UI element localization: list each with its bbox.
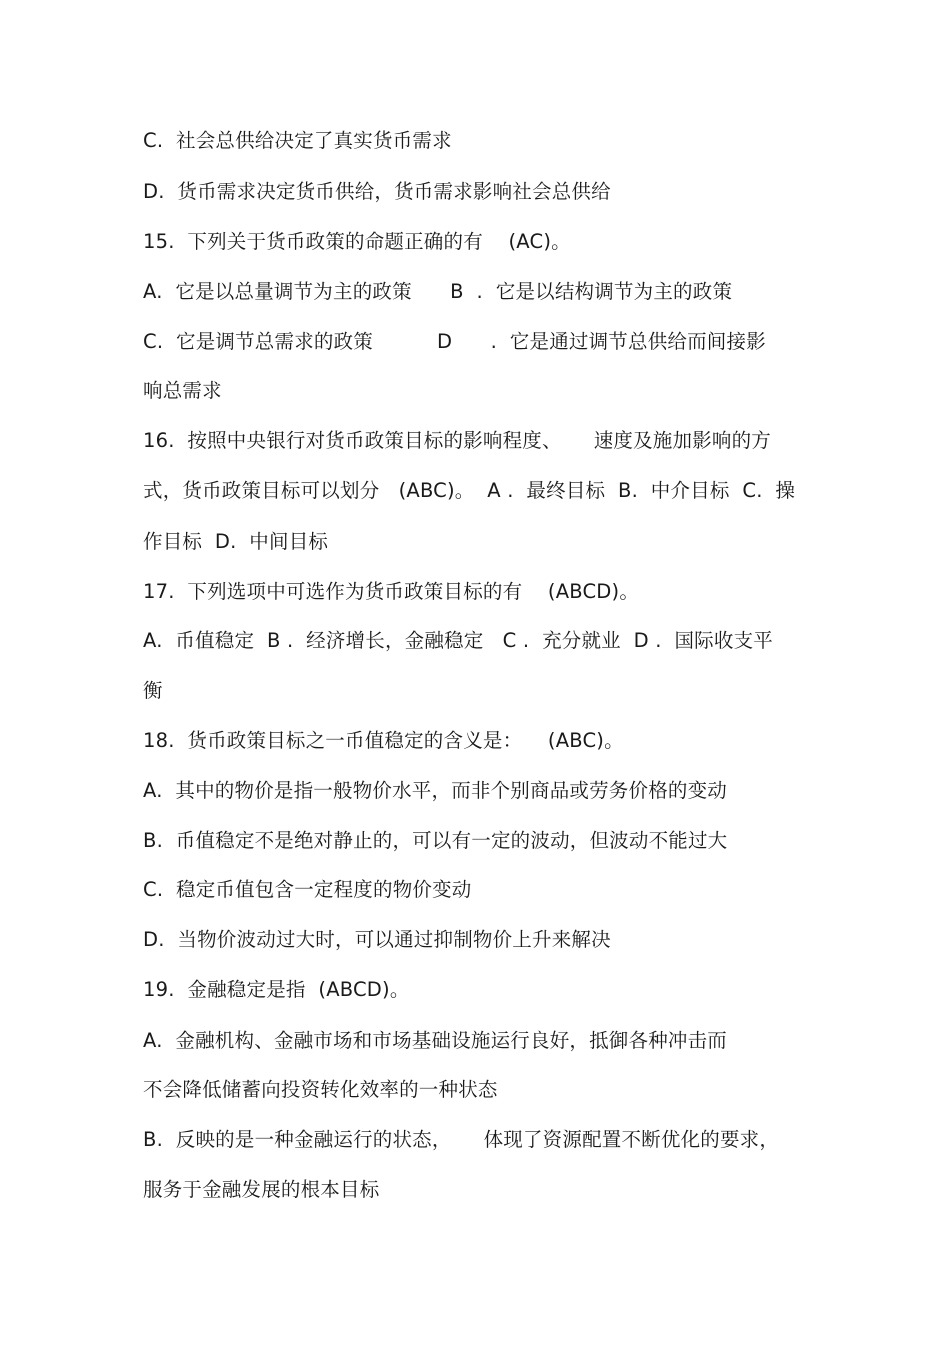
text-line: C. 稳定币值包含一定程度的物价变动: [143, 878, 472, 901]
text-line: C. 它是调节总需求的政策 D . 它是通过调节总供给而间接影: [143, 330, 766, 353]
text-line: D. 当物价波动过大时，可以通过抑制物价上升来解决: [143, 928, 611, 951]
text-line: D. 货币需求决定货币供给，货币需求影响社会总供给: [143, 180, 611, 203]
question-19-stem: 19. 金融稳定是指 (ABCD)。: [143, 978, 410, 1001]
text-line: B. 币值稳定不是绝对静止的，可以有一定的波动，但波动不能过大: [143, 829, 728, 852]
text-line: 作目标 D. 中间目标: [143, 530, 329, 553]
question-16-stem: 16. 按照中央银行对货币政策目标的影响程度、 速度及施加影响的方: [143, 429, 772, 452]
text-line: 服务于金融发展的根本目标: [143, 1178, 380, 1201]
text-line: 衡: [143, 679, 163, 702]
question-18-stem: 18. 货币政策目标之一币值稳定的含义是： (ABC)。: [143, 729, 624, 752]
text-line: A. 金融机构、金融市场和市场基础设施运行良好，抵御各种冲击而: [143, 1029, 727, 1052]
text-line: A. 其中的物价是指一般物价水平，而非个别商品或劳务价格的变动: [143, 779, 727, 802]
text-line: A. 它是以总量调节为主的政策 B . 它是以结构调节为主的政策: [143, 280, 733, 303]
question-17-stem: 17. 下列选项中可选作为货币政策目标的有 (ABCD)。: [143, 580, 640, 603]
text-line: A. 币值稳定 B . 经济增长，金融稳定 C . 充分就业 D . 国际收支平: [143, 629, 773, 652]
text-line: C. 社会总供给决定了真实货币需求: [143, 129, 452, 152]
text-line: 式，货币政策目标可以划分 (ABC)。 A . 最终目标 B. 中介目标 C. 操: [143, 479, 796, 502]
text-line: 不会降低储蓄向投资转化效率的一种状态: [143, 1078, 498, 1101]
text-line: 响总需求: [143, 379, 222, 402]
question-15-stem: 15. 下列关于货币政策的命题正确的有 (AC)。: [143, 230, 571, 253]
text-line: B. 反映的是一种金融运行的状态， 体现了资源配置不断优化的要求，: [143, 1128, 780, 1151]
